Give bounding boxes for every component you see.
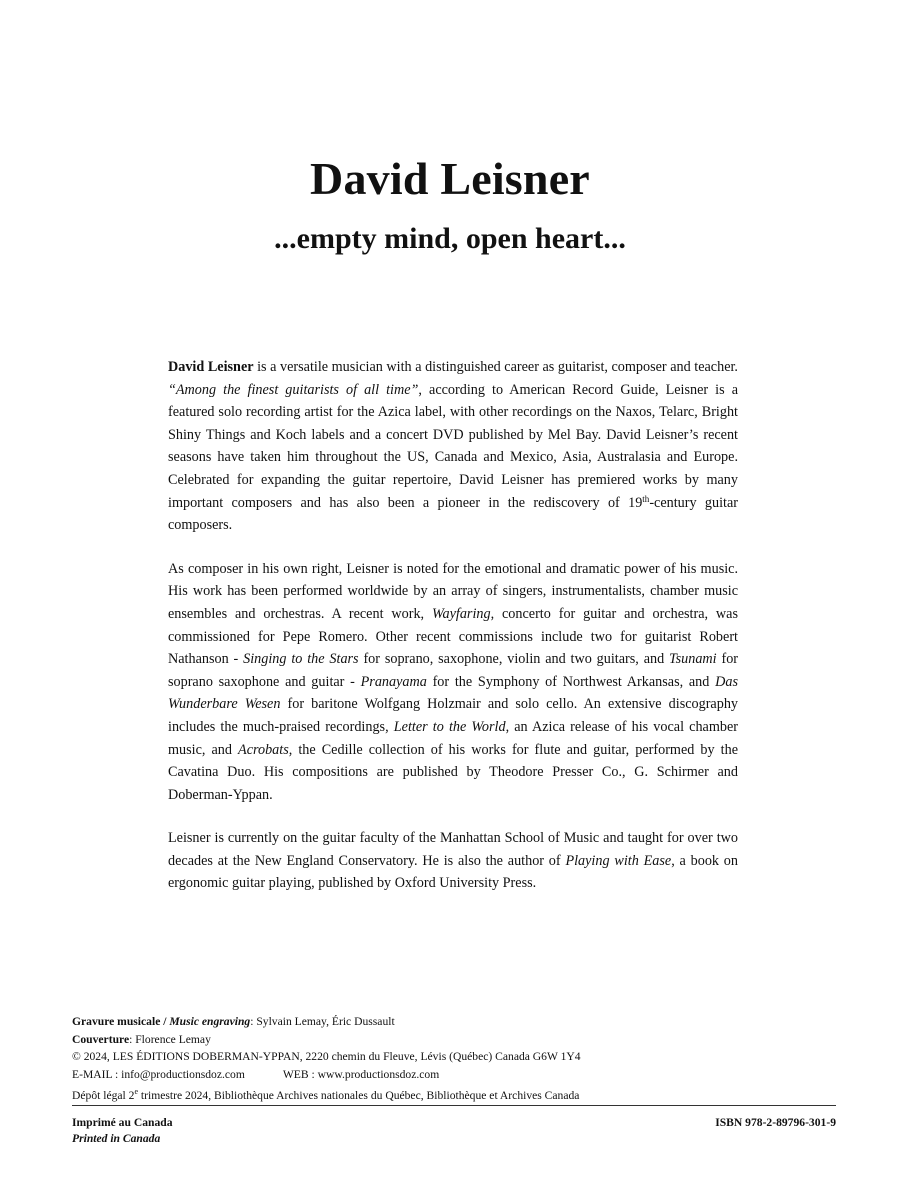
bio-quote: “Among the finest guitarists of all time” bbox=[168, 381, 419, 398]
page-title: David Leisner bbox=[310, 153, 590, 204]
bio-superscript: th bbox=[642, 493, 650, 504]
email-text: E-MAIL : info@productionsdoz.com bbox=[72, 1067, 245, 1081]
engraving-credit bbox=[72, 1013, 842, 1031]
copyright-line: © 2024, LES ÉDITIONS DOBERMAN-YPPAN, 2220 chemin du Fleuve, Lévis (Québec) Canada G6W 1Y4 bbox=[72, 1050, 581, 1063]
legal-deposit-line bbox=[72, 1083, 842, 1104]
legal-text: trimestre 2024, Bibliothèque Archives nationales du Québec, Bibliothèque et Archives Canada bbox=[138, 1088, 580, 1102]
bio-text: , according to American Record Guide, Leisner is a featured solo recording artist for the Azica label, with other recordings on the Naxos, Telarc, Bright Shiny Things and Koch labels and a concert DVD published by Mel Bay. David Leisner’s recent seasons have taken him throughout the US, Canada and Mexico, Asia, Australasia and Europe. Celebrated for expanding the guitar repertoire, David Leisner has premiered works by many important composers and has also been a pioneer in the rediscovery of 19 bbox=[168, 381, 738, 511]
legal-text: Dépôt légal 2 bbox=[72, 1088, 135, 1102]
page-subtitle: ...empty mind, open heart... bbox=[274, 222, 626, 255]
credit-label: Music engraving bbox=[169, 1015, 251, 1028]
work-title: Singing to the Stars bbox=[243, 651, 359, 668]
biography bbox=[168, 356, 738, 916]
work-title: Tsunami bbox=[669, 651, 717, 668]
work-title: Letter to the World bbox=[393, 718, 506, 735]
bio-text: for the Symphony of Northwest Arkansas, and bbox=[426, 673, 716, 690]
legal-superscript: e bbox=[134, 1087, 139, 1096]
printed-en: Printed in Canada bbox=[72, 1132, 161, 1145]
bio-name: David Leisner bbox=[168, 359, 254, 375]
bio-text: , the Cedille collection of his works for flute and guitar, performed by the Cavatina Duo. His compositions are published by Theodore Presser Co., G. Schirmer and Doberman-Yppan. bbox=[168, 741, 738, 803]
bio-text: Leisner is currently on the guitar faculty of the Manhattan School of Music and taught for over two decades at the New England Conservatory. He is also the author of bbox=[168, 830, 738, 869]
bio-text: As composer in his own right, Leisner is noted for the emotional and dramatic power of his music. His work has been performed worldwide by an array of singers, instrumentalists, chamber music ensembles and orchestras. A recent work, bbox=[168, 560, 738, 622]
bio-text: is a versatile musician with a distinguished career as guitarist, composer and teacher. bbox=[253, 359, 738, 375]
credit-value: : Florence Lemay bbox=[129, 1032, 211, 1046]
credit-label: Gravure musicale / bbox=[72, 1015, 170, 1028]
cover-credit bbox=[72, 1031, 842, 1049]
contact-line bbox=[72, 1066, 842, 1084]
footer-divider bbox=[72, 1105, 836, 1106]
work-title: Pranayama bbox=[360, 673, 427, 690]
work-title: Wayfaring bbox=[431, 605, 491, 622]
work-title: Das Wunderbare Wesen bbox=[168, 673, 738, 713]
bio-text: -century guitar composers. bbox=[168, 494, 739, 534]
isbn: ISBN 978-2-89796-301-9 bbox=[715, 1116, 836, 1129]
printed-in bbox=[72, 1115, 173, 1147]
bio-text: for soprano, saxophone, violin and two guitars, and bbox=[358, 651, 670, 668]
bio-text: , a book on ergonomic guitar playing, published by Oxford University Press. bbox=[168, 852, 738, 892]
bio-text: for baritone Wolfgang Holzmair and solo cello. An extensive discography includes the much-praised recordings, bbox=[168, 696, 739, 735]
book-title: Playing with Ease bbox=[565, 852, 672, 869]
bio-text: for soprano saxophone and guitar - bbox=[168, 651, 739, 690]
credit-value: : Sylvain Lemay, Éric Dussault bbox=[250, 1015, 395, 1028]
bio-text: , concerto for guitar and orchestra, was commissioned for Pepe Romero. Other recent commissions include two for guitarist Robert Nathanson - bbox=[168, 605, 738, 668]
bio-paragraph-2 bbox=[168, 558, 738, 807]
publication-credits bbox=[72, 1013, 842, 1104]
credit-label: Couverture bbox=[72, 1032, 130, 1046]
web-text: WEB : www.productionsdoz.com bbox=[282, 1067, 440, 1081]
work-title: Acrobats bbox=[238, 741, 289, 758]
bio-paragraph-3 bbox=[168, 827, 738, 895]
bio-paragraph-1 bbox=[168, 356, 738, 537]
bio-text: , an Azica release of his vocal chamber music, and bbox=[168, 718, 738, 758]
printed-fr: Imprimé au Canada bbox=[72, 1116, 173, 1129]
